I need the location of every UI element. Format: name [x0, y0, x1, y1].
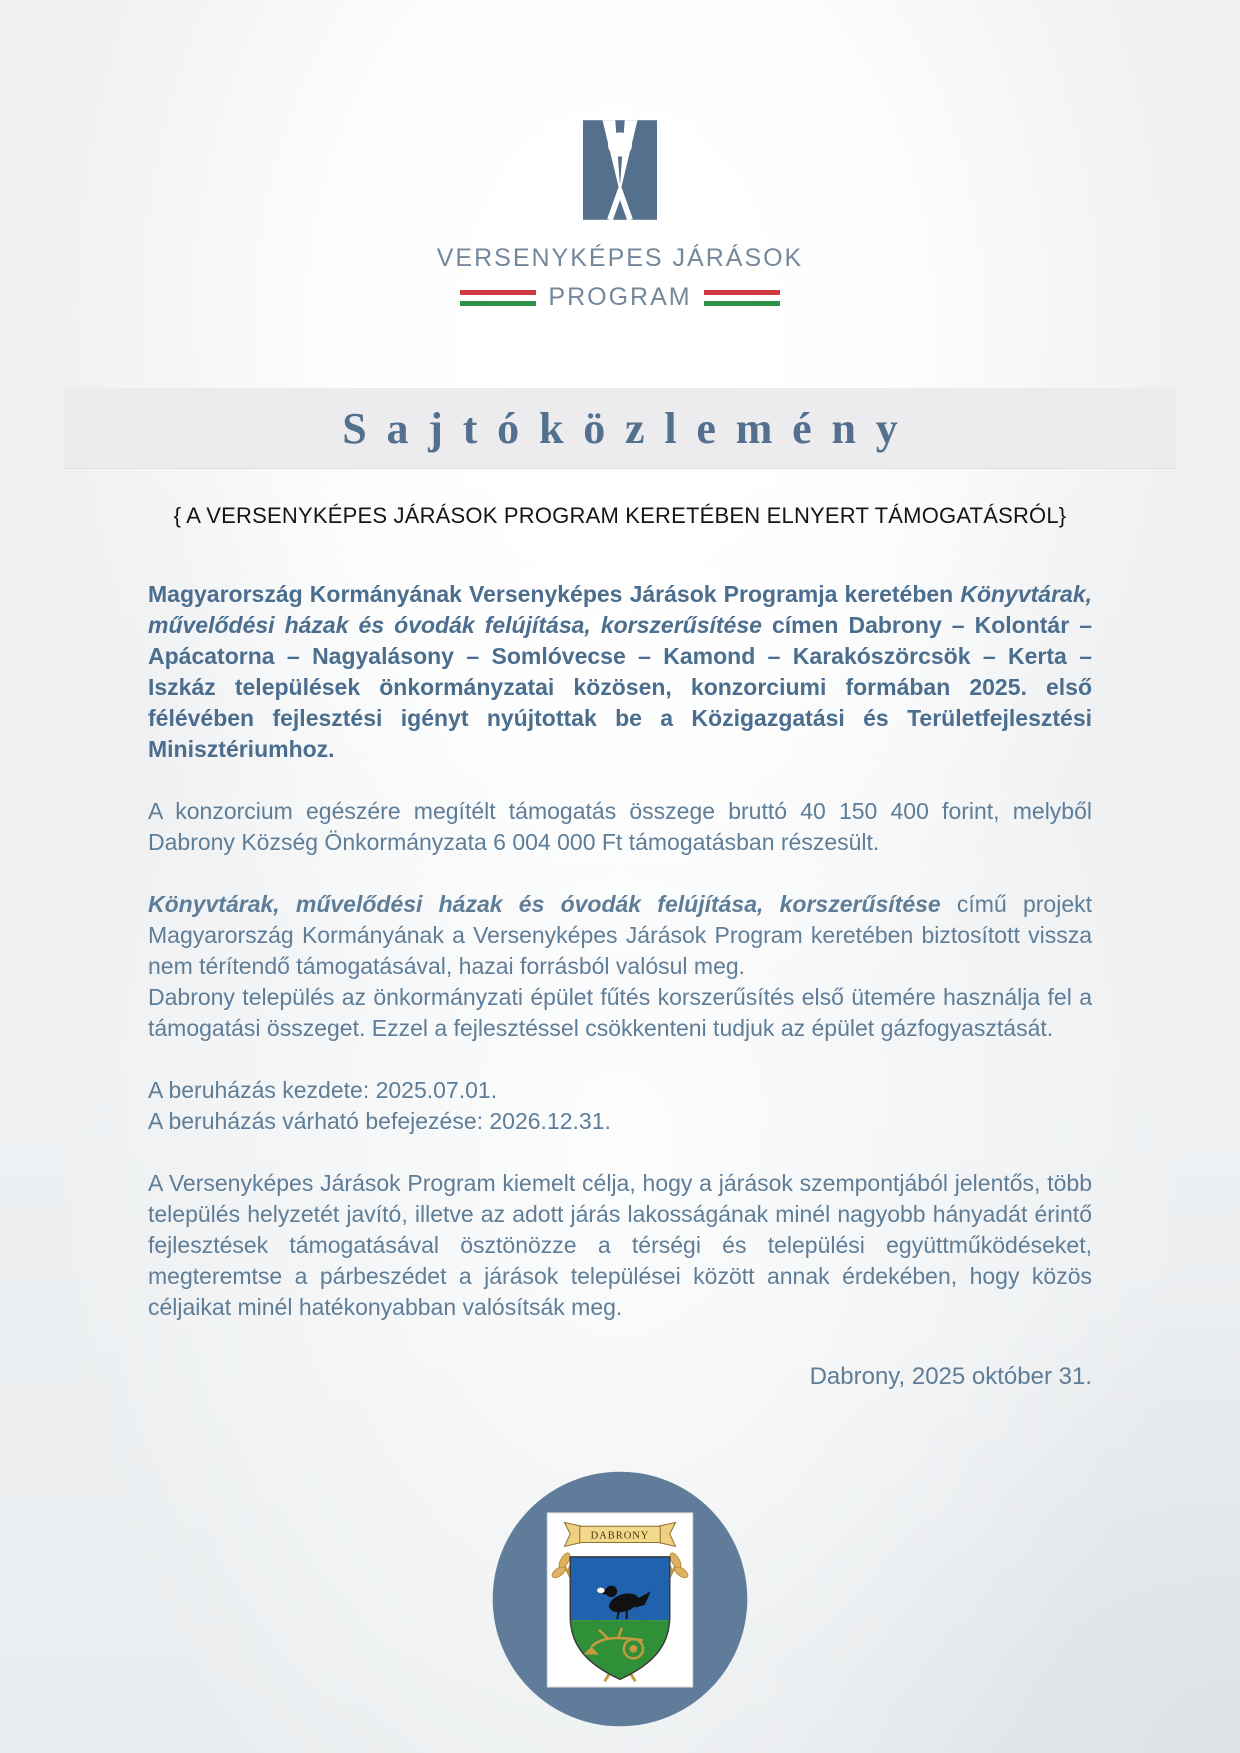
body-paragraph	[148, 796, 1092, 858]
logo-wordmark-line2-row	[0, 283, 1240, 312]
body-text	[148, 579, 1092, 1391]
text-run: A beruházás várható befejezése: 2026.12.31.	[148, 1108, 611, 1134]
hungarian-flag-stripe-right-icon	[704, 290, 780, 306]
text-run: A konzorcium egészére megítélt támogatás összege bruttó 40 150 400 forint, melyből Dabrony Község Önkormányzata 6 004 000 Ft támogatásban részesült.	[148, 798, 1092, 855]
footer-crest	[0, 1465, 1240, 1733]
body-paragraph	[148, 1168, 1092, 1323]
crest-label: DABRONY	[590, 1530, 650, 1542]
logo-wordmark-line1: VERSENYKÉPES JÁRÁSOK	[436, 244, 804, 272]
dateline: Dabrony, 2025 október 31.	[809, 1363, 1092, 1390]
logo-wordmark-line2: PROGRAM	[548, 283, 692, 311]
body-paragraph	[148, 1075, 1092, 1137]
press-release-banner	[64, 388, 1176, 469]
map-pin-v-square-icon	[583, 120, 657, 220]
text-run: címen Dabrony – Kolontár – Apácatorna – Nagyalásony – Somlóvecse – Kamond – Karakószörcsök – Kerta – Iszkáz települések önkormányzatai közösen, konzorciumi formában 2025. első félévében fejlesztési igényt nyújtottak be a Közigazgatási és Területfejlesztési Minisztériumhoz.	[148, 612, 1092, 762]
text-run: Dabrony település az önkormányzati épület fűtés korszerűsítés első ütemére használja fel a támogatási összeget. Ezzel a fejlesztéssel csökkenteni tudjuk az épület gázfogyasztását.	[148, 984, 1092, 1041]
body-paragraphs	[148, 579, 1092, 1323]
text-run: A beruházás kezdete: 2025.07.01.	[148, 1077, 498, 1103]
text-run: Könyvtárak, művelődési házak és óvodák felújítása, korszerűsítése	[148, 891, 941, 917]
dabrony-coat-of-arms-icon	[486, 1465, 754, 1733]
text-run: című projekt Magyarország Kormányának a Versenyképes Járások Program keretében biztosított vissza nem térítendő támogatásával, hazai forrásból valósul meg.	[148, 891, 1093, 979]
program-logo	[0, 0, 1240, 312]
crest-ribbon	[564, 1522, 675, 1546]
text-run: A Versenyképes Járások Program kiemelt célja, hogy a járások szempontjából jelentős, több település helyzetét javító, illetve az adott járás lakosságának minél nagyobb hányadát érintő fejlesztések támogatásával ösztönözze a térségi és települési együttműködéseket, megteremtse a párbeszédet a járások települései között annak érdekében, hogy közös céljaikat minél hatékonyabban valósítsák meg.	[148, 1170, 1092, 1320]
page-title: Sajtóközlemény	[342, 403, 918, 453]
subtitle: { A VERSENYKÉPES JÁRÁSOK PROGRAM KERETÉBEN ELNYERT TÁMOGATÁSRÓL}	[173, 503, 1067, 528]
body-paragraph	[148, 889, 1092, 1044]
body-paragraph	[148, 579, 1092, 765]
text-run: Magyarország Kormányának Versenyképes Járások Programja keretében	[148, 581, 961, 607]
hungarian-flag-stripe-left-icon	[460, 290, 536, 306]
text-run: Könyvtárak, művelődési házak és óvodák felújítása, korszerűsítése	[148, 581, 1092, 638]
